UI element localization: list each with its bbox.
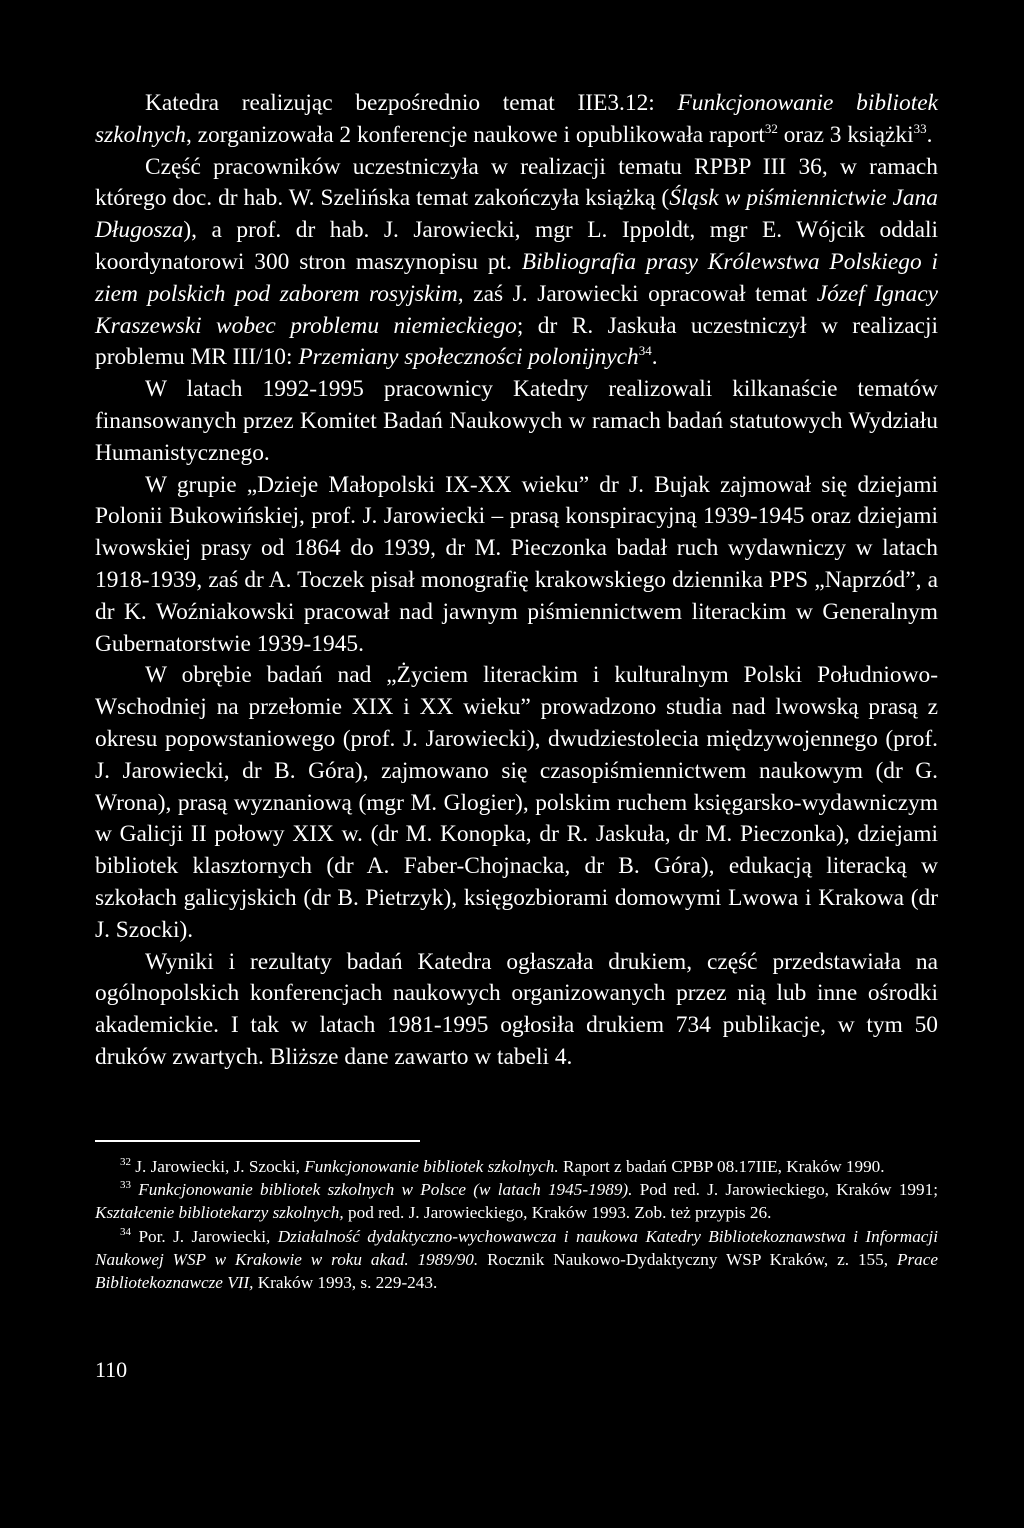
footnote (95, 1178, 938, 1224)
italic-title: Przemiany społeczności polonijnych (298, 344, 639, 371)
text-run: Wyniki i rezultaty badań Katedra ogłaszała drukiem, część przedstawiała na ogólnopolskich konferencjach naukowych organizowanych przez nią lub inne ośrodki akademickie. I tak w latach 1981-1995 ogłosiła drukiem 734 publikacje, w tym 50 druków zwartych. Bliższe dane zawarto w tabeli 4. (95, 948, 938, 1070)
footnote-ref: 32 (764, 120, 778, 136)
italic-title: Funkcjonowanie bibliotek szkolnych (95, 90, 938, 148)
text-run: W obrębie badań nad „Życiem literackim i kulturalnym Polski Południowo-Wschodniej na przełomie XIX i XX wieku” prowadzono studia nad lwowską prasą z okresu popowstaniowego (prof. J. Jarowiecki), dwudziestolecia międzywojennego (prof. J. Jarowiecki, dr B. Góra), zajmowano się czasopiśmiennictwem naukowym (dr G. Wrona), prasą wyznaniową (mgr M. Glogier), polskim ruchem księgarsko-wydawniczym w Galicji II połowy XIX w. (dr M. Konopka, dr R. Jaskuła, dr M. Pieczonka), dziejami bibliotek klasztornych (dr A. Faber-Chojnacka, dr B. Góra), edukacją literacką w szkołach galicyjskich (dr B. Pietrzyk), księgozbiorami domowymi Lwowa i Krakowa (dr J. Szocki). (95, 662, 938, 943)
text-run: oraz 3 książki (777, 121, 914, 148)
text-run: Por. J. Jarowiecki, (131, 1226, 278, 1246)
italic-title: Józef Ignacy Kraszewski wobec problemu niemieckiego (95, 280, 938, 339)
paragraph (95, 660, 938, 946)
paragraph (95, 88, 938, 152)
text-run: , zorganizowała 2 konferencje naukowe i opublikowała raport (185, 121, 765, 148)
text-run: W grupie „Dzieje Małopolski IX-XX wieku” dr J. Bujak zajmował się dziejami Polonii Bukowińskiej, prof. J. Jarowiecki – prasą konspiracyjną 1939-1945 oraz dziejami lwowskiej prasy od 1864 do 1939, dr M. Pieczonka badał ruch wydawniczy w latach 1918-1939, zaś dr A. Toczek pisał monografię krakowskiego dziennika PPS „Naprzód”, a dr K. Woźniakowski pracował nad jawnym piśmiennictwem literackim w Generalnym Gubernatorstwie 1939-1945. (95, 471, 938, 657)
italic-title: Kształcenie bibliotekarzy szkolnych, (95, 1203, 344, 1223)
italic-title: Funkcjonowanie bibliotek szkolnych w Polsce (w latach 1945-1989). (138, 1180, 633, 1200)
italic-title: Prace Bibliotekoznawcze VII, (95, 1249, 938, 1293)
footnote-ref: 34 (638, 343, 652, 359)
footnote (95, 1225, 938, 1295)
text-run: Kraków 1993, s. 229-243. (253, 1273, 438, 1293)
italic-title: Działalność dydaktyczno-wychowawcza i naukowa Katedry Bibliotekoznawstwa i Informacji Naukowej WSP w Krakowie w roku akad. 1989/90. (95, 1226, 938, 1269)
paragraph (95, 470, 938, 661)
text-run: Część pracowników uczestniczyła w realizacji tematu RPBP III 36, w ramach którego doc. dr hab. W. Szelińska temat zakończyła książką ( (95, 153, 938, 212)
italic-title: Bibliografia prasy Królewstwa Polskiego i ziem polskich pod zaborem rosyjskim (95, 248, 939, 307)
body-text (95, 88, 938, 1074)
text-run: , zaś J. Jarowiecki opracował temat (457, 280, 817, 307)
paragraph (95, 152, 938, 375)
text-run: . (651, 344, 658, 371)
page-number: 110 (95, 1357, 128, 1382)
text-run: pod red. J. Jarowieckiego, Kraków 1993. Zob. też przypis 26. (343, 1203, 772, 1223)
italic-title: Funkcjonowanie bibliotek szkolnych. (304, 1157, 559, 1176)
text-run: Katedra realizując bezpośrednio temat IIE3.12: (145, 90, 678, 116)
footnotes (95, 1155, 938, 1294)
text-run: Raport z badań CPBP 08.17IIE, Kraków 1990. (558, 1157, 885, 1176)
footnote-ref: 34 (120, 1225, 131, 1238)
paragraph (95, 947, 938, 1074)
text-run: ), a prof. dr hab. J. Jarowiecki, mgr L. Ippoldt, mgr E. Wójcik oddali koordynatorowi 300 stron maszynopisu pt. (95, 217, 938, 275)
text-run: . (926, 121, 933, 148)
text-run: J. Jarowiecki, J. Szocki, (131, 1157, 305, 1176)
paragraph (95, 374, 938, 469)
footnote-ref: 33 (913, 120, 927, 136)
text-run: ; dr R. Jaskuła uczestniczył w realizacji problemu MR III/10: (95, 312, 938, 371)
footnote-ref: 33 (120, 1179, 131, 1192)
text-run: W latach 1992-1995 pracownicy Katedry realizowali kilkanaście tematów finansowanych przez Komitet Badań Naukowych w ramach badań statutowych Wydziału Humanistycznego. (95, 376, 938, 466)
text-run: Rocznik Naukowo-Dydaktyczny WSP Kraków, z. 155, (478, 1249, 897, 1269)
text-run: Pod red. J. Jarowieckiego, Kraków 1991; (632, 1180, 938, 1200)
footnote-separator (95, 1140, 420, 1142)
footnote (95, 1155, 938, 1178)
footnote-ref: 32 (120, 1156, 131, 1168)
italic-title: Śląsk w piśmiennictwie Jana Długosza (95, 185, 938, 244)
